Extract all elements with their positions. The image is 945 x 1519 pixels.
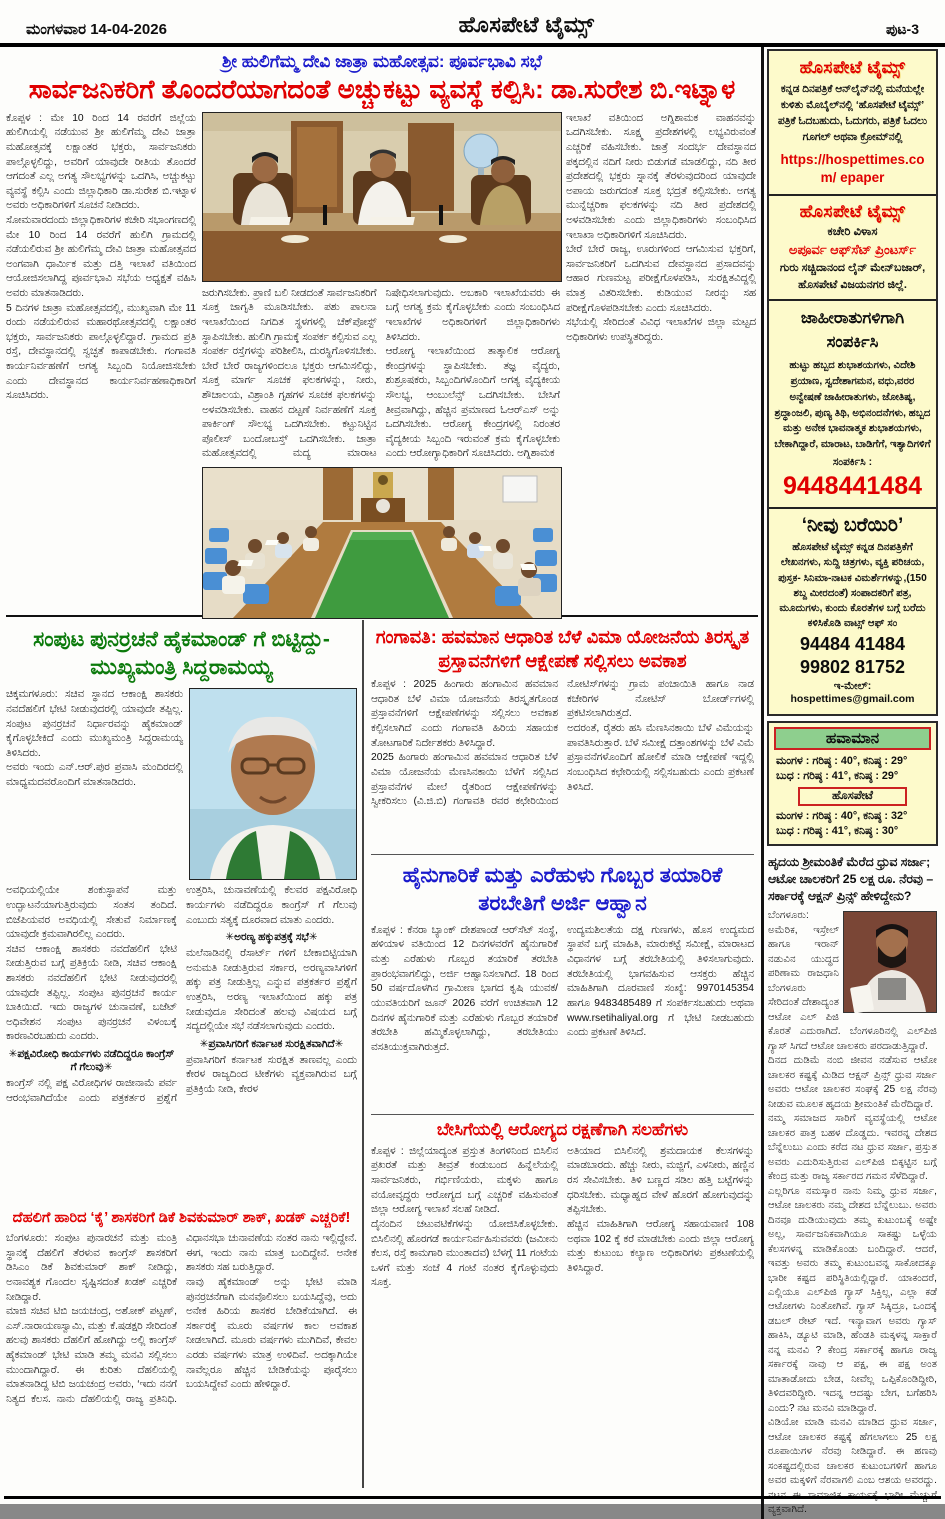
cm-intro-row (6, 688, 357, 880)
cm-subhead-3: ✳ಪ್ರವಾಸಿಗರಿಗೆ ಕರ್ನಾಟಕ ಸುರಕ್ಷಿತವಾಗಿದೆ✳ (199, 1038, 344, 1050)
ads-phone-number: 9448441484 (782, 472, 923, 500)
office-address: ಗುರು ಸಚ್ಚಿದಾನಂದ ಲೈನ್ ಮೇನ್‌ಬಜಾರ್, ಹೊಸಪೇಟೆ ವಿಜಯನಗರ ಜಿಲ್ಲೆ. (779, 262, 926, 291)
sidebar-masthead-1: ಹೊಸಪೇಟೆ ಟೈಮ್ಸ್ (799, 58, 906, 77)
weather-row: ಮಂಗಳ : ಗರಿಷ್ಠ : 40°, ಕನಿಷ್ಠ : 32° (776, 809, 908, 822)
sidebar-divider (769, 507, 936, 509)
write-to-us-body: ಹೊಸಪೇಟೆ ಟೈಮ್ಸ್ ಕನ್ನಡ ದಿನಪತ್ರಿಕೆಗೆ ಲೇಖನಗಳು, ಸುದ್ದಿ ಚಿತ್ರಗಳು, ವ್ಯಕ್ತಿ ಪರಿಚಯ, ಪುಸ್ತಕ- ಸಿನಿಮಾ-ನಾಟಕ ವಿಮರ್ಶೆಗಳನ್ನು,(150 ಶಬ್ದ ಮೀರದಂತೆ) ಸಂಪಾದಕರಿಗೆ ಪತ್ರ, ಮೂದುಗಳು, ಕುಂದು ಕೊರತೆಗಳ ಬಗ್ಗೆ ಬರೆದು ಕಳಿಸಿಕೊಡಿ ವಾಟ್ಸ್ ಆಫ್ ಸಂ (778, 542, 927, 630)
article-divider (371, 1114, 754, 1115)
siddaramaiah-photo (189, 688, 357, 880)
cm-subhead-1: ✳ಪಕ್ಷವಿರೋಧಿ ಕಾರ್ಯಗಳು ನಡೆದಿದ್ದರೂ ಕಾಂಗ್ರೆಸ್ ಗೆ ಗೆಲುವು✳ (8, 1049, 175, 1074)
write-to-us-title: ‘ನೀವು ಬರೆಯಿರಿ’ (801, 515, 904, 536)
dk-body-columns (6, 1232, 357, 1494)
middle-articles (362, 620, 754, 1488)
state-emblem-icon (373, 472, 393, 498)
lead-headline: ಸಾರ್ವಜನಿಕರಿಗೆ ತೊಂದರೆಯಾಗದಂತೆ ಅಚ್ಚುಕಟ್ಟು ವ್ಯವಸ್ಥೆ ಕಲ್ಪಿಸಿ: ಡಾ.ಸುರೇಶ ಬಿ.ಇಟ್ನಾಳ (28, 74, 736, 104)
lead-middle-column (202, 112, 560, 610)
cm-headline: ಸಂಪುಟ ಪುನರ್ರಚನೆ ಹೈಕಮಾಂಡ್ ಗೆ ಬಿಟ್ಟಿದ್ದು-ಮುಖ್ಯಮಂತ್ರಿ ಸಿದ್ದರಾಮಯ್ಯ (33, 627, 330, 680)
dairy-body-columns (371, 924, 754, 1110)
meeting-officials-photo (202, 112, 562, 282)
lead-body (6, 112, 758, 610)
article-divider (371, 854, 754, 855)
page-content (0, 47, 945, 1519)
ads-contact-title: ಜಾಹೀರಾತುಗಳಿಗಾಗಿ ಸಂಪರ್ಕಿಸಿ (800, 309, 905, 352)
whatsapp-number-2: 99802 81752 (799, 656, 906, 677)
page-header (0, 0, 945, 47)
email-address: ಇ-ಮೇಲ್: hospettimes@gmail.com (790, 679, 915, 705)
dhruva-sarja-body: ಬೆಂಗಳೂರು: ಅಮೆರಿಕ, ಇಸ್ರೇಲ್ ಹಾಗೂ ಇರಾನ್ ನಡುವಿನ ಯುದ್ಧದ ಪರಿಣಾಮ ರಾಜಧಾನಿ ಬೆಂಗಳೂರು ಸೇರಿದಂತೆ ದೇಶಾದ್ಯಂತ ಆಟೋ ಎಲ್ ಪಿಜಿ ಕೊರತೆ ಎದುರಾಗಿದೆ. ಬೆಂಗಳೂರಿನಲ್ಲಿ ಎಲ್‌ಪಿಜಿ ಗ್ಯಾಸ್ ಸಿಗದೆ ಆಟೋ ಚಾಲಕರು ಪರದಾಡುತ್ತಿದ್ದಾರೆ. ದಿನದ ದುಡಿಮೆ ನಂಬಿ ಜೀವನ ನಡೆಸುವ ಆಟೋ ಚಾಲಕರ ಕಷ್ಟಕ್ಕೆ ಮಿಡಿದ ಆಕ್ಷನ್ ಪ್ರಿನ್ಸ್ ಧ್ರುವ ಸರ್ಜಾ ಅವರು ಆಟೋ ಚಾಲಕರ ಸಂಘಕ್ಕೆ 25 ಲಕ್ಷ ನೆರವು ನೀಡುವ ಮೂಲಕ ಹೃದಯ ಶ್ರೀಮಂತಿಕೆ ಮೆರೆದಿದ್ದಾರೆ. ನಮ್ಮ ಸಮಾಜದ ಸಾರಿಗೆ ವ್ಯವಸ್ಥೆಯಲ್ಲಿ ಆಟೋ ಚಾಲಕರ ಪಾತ್ರ ಬಹಳ ದೊಡ್ಡದು. ಇವರನ್ನ ದೇಶದ ಬೆನ್ನೆಲುಬು ಎಂದು ಕರೆದ ನಟ ಧ್ರುವ ಸರ್ಜಾ, ಪ್ರಸ್ತುತ ಅವರು ಎದುರಿಸುತ್ತಿರುವ ಎಲ್‌ಪಿಜಿ ಬಿಕ್ಕಟ್ಟಿನ ಬಗ್ಗೆ ಕೇಂದ್ರ ಮತ್ತು ರಾಜ್ಯ ಸರ್ಕಾರದ ಗಮನ ಸೆಳೆದಿದ್ದಾರೆ. ಎಲ್ಲರಿಗೂ ನಮಸ್ಕಾರ ನಾನು ನಿಮ್ಮ ಧ್ರುವ ಸರ್ಜಾ, ಆಟೋ ಚಾಲಕರು ನಮ್ಮ ದೇಶದ ಬೆನ್ನೆಲುಬು. ಅವರು ದಿನವೂ ದುಡಿಯುವುದು ತಮ್ಮ ಕುಟುಂಬಕ್ಕೆ ಅಷ್ಟೇ ಅಲ್ಲ, ಸಾರ್ವಜನಿಕವಾಗಿಯೂ ಸಾಕಷ್ಟು ಒಳ್ಳೆಯ ಕೆಲಸಗಳನ್ನ ಮಾಡಿಕೊಂಡು ಬಂದಿದ್ದಾರೆ. ಆದರೆ, ಇವತ್ತು ಅವರು ತಮ್ಮ ಕುಟುಂಬವನ್ನ ಸಾಕೋದಕ್ಕೂ ಭಾರೀ ಕಷ್ಟದ ಪರಿಸ್ಥಿತಿಯಲ್ಲಿದ್ದಾರೆ. ಯಾಕಂದರೆ, ಎಲ್ಲಿಯೂ ಎಲ್‌ಪಿಜಿ ಗ್ಯಾಸ್ ಸಿಕ್ತಿಲ್ಲ, ಎಲ್ಲಾ ಕಡೆ ಆಟೋಗಳು ನಿಂತೋಗಿವೆ. ಗ್ಯಾಸ್ ಸಿಕ್ಕಿದ್ರೂ, ಒಂದಕ್ಕೆ ಡಬಲ್ ರೇಟ್ ಇದೆ. ಇನ್ಯಾವಾಗ ಅವರು ಗ್ಯಾಸ್ ಹಾಕಿಸಿ, ಡ್ಯೂಟಿ ಮಾಡಿ, ಹೆಂಡತಿ ಮಕ್ಕಳನ್ನ ಸಾಕ್ತಾರೆ ನನ್ನ ಮನವಿ ? ಕೇಂದ್ರ ಸರ್ಕಾರಕ್ಕೆ ಹಾಗೂ ರಾಜ್ಯ ಸರ್ಕಾರಕ್ಕೆ ನಾವು ಆ ಪಕ್ಷ, ಈ ಪಕ್ಷ ಅಂತ ಮಾತಾಡೋದು ಬೇಡ, ನೀವೆಲ್ಲ ಒಪ್ಪಿಕೊಂಡಿದ್ದೀರಿ, ತಿಳಿದವರಿದ್ದೀರಿ. ಇದನ್ನ ಆದಷ್ಟು ಬೇಗ, ಬಗೆಹರಿಸಿ ಎಂದು? ನಟ ಮನವಿ ಮಾಡಿದ್ದಾರೆ. ವಿಡಿಯೋ ಮಾಡಿ ಮನವಿ ಮಾಡಿದ ಧ್ರುವ ಸರ್ಜಾ, ಆಟೋ ಚಾಲಕರ ಕಷ್ಟಕ್ಕೆ ಹೆಗಲಾಗಲು 25 ಲಕ್ಷ ರೂಪಾಯಿಗಳ ನೆರವು ನೀಡಿದ್ದಾರೆ. ಈ ಹಣವು ಸಂಕಷ್ಟದಲ್ಲಿರುವ ಚಾಲಕರ ಕುಟುಂಬಗಳಿಗೆ ಹಾಗೂ ಅವರ ಮಕ್ಕಳಿಗೆ ನೆರವಾಗಲಿ ಎಂಬ ಆಶಯ ಅವರದ್ದು. ನಟನ ಈ ಸಾಮಾಜಿಕ ಕಾರ್ಯಕ್ಕೆ ಭಾರೀ ಮೆಚ್ಚುಗೆ ವ್ಯಕ್ತವಾಗಿದೆ. (768, 910, 937, 1516)
cm-body-4: ಪ್ರವಾಸಿಗರಿಗೆ ಕರ್ನಾಟಕ ಸುರಕ್ಷಿತ ತಾಣವಲ್ಲ ಎಂದು ಕೇರಳ ರಾಜ್ಯದಿಂದ ಟೀಕೆಗಳು ವ್ಯಕ್ತವಾಗಿರುವ ಬಗ್ಗೆ ಪ್ರತಿಕ್ರಿಯೆ ನೀಡಿ, ಕೇರಳ (186, 1054, 357, 1096)
main-column (0, 47, 761, 1488)
weather-title: ಹವಾಮಾನ (774, 727, 931, 750)
epaper-url: https://hospettimes.com/ epaper (780, 151, 925, 186)
lower-section (6, 620, 758, 1488)
lead-middle-text (202, 287, 560, 462)
weather-box (767, 721, 938, 846)
sidebar-divider (769, 299, 936, 301)
dk-body-text: ಬೆಂಗಳೂರು: ಸಂಪುಟ ಪುನಾರಚನೆ ಮತ್ತು ಮಂತ್ರಿ ಸ್ಥಾನಕ್ಕೆ ದೆಹಲಿಗೆ ತೆರಳುವ ಕಾಂಗ್ರೆಸ್ ಶಾಸಕರಿಗೆ ಡಿಸಿಎಂ ಡಿಕೆ ಶಿವಕುಮಾರ್ ಶಾಕ್ ನೀಡಿದ್ದು, ಅನಾವಶ್ಯಕ ಗೊಂದಲ ಸೃಷ್ಟಿಸದಂತೆ ಖಡಕ್ ಎಚ್ಚರಿಕೆ ನೀಡಿದ್ದಾರೆ. ಮಾಜಿ ಸಚಿವ ಟಿಬಿ ಜಯಚಂದ್ರ, ಅಶೋಕ್ ಪಟ್ಟಣ್, ಎಸ್.ನಾರಾಯಣಸ್ವಾಮಿ, ಮತ್ತು ಕೆ.ಷಡಕ್ಷರಿ ಸೇರಿದಂತೆ ಹಲವು ಶಾಸಕರು ದೆಹಲಿಗೆ ಹೋಗಿದ್ದು ಅಲ್ಲಿ ಕಾಂಗ್ರೆಸ್ ಹೈಕಮಾಂಡ್ ಭೇಟಿ ಮಾಡಿ ತಮ್ಮ ಮನವಿ ಸಲ್ಲಿಸಲು ಮುಂದಾಗಿದ್ದಾರೆ. ಈ ಕುರಿತು ದೆಹಲಿಯಲ್ಲಿ ಮಾತನಾಡಿದ್ದ ಟಿಬಿ ಜಯಚಂದ್ರ ಅವರು, ‘ಇದು ನನಗೆ ನಿತ್ಯದ ಕೆಲಸ. ನಾನು ದೆಹಲಿಯಲ್ಲಿ ರಾಜ್ಯ ಪ್ರತಿನಿಧಿ. ವಿಧಾನಸಭಾ ಚುನಾವಣೆಯ ನಂತರ ನಾನು ಇಲ್ಲಿದ್ದೇನೆ. ಈಗ, ಇಂದು ನಾನು ಮಾತ್ರ ಬಂದಿದ್ದೇನೆ. ಅನೇಕ ಶಾಸಕರು ಸಹ ಬರುತ್ತಿದ್ದಾರೆ. ನಾವು ಹೈಕಮಾಂಡ್ ಅನ್ನು ಭೇಟಿ ಮಾಡಿ ಪುನರ್ರಚನೆಗಾಗಿ ಮನವೊಲಿಸಲು ಬಯಸಿದ್ದೆವು, ಅದು ಅನೇಕ ಹಿರಿಯ ಶಾಸಕರ ಬೇಡಿಕೆಯಾಗಿದೆ. ಈ ಸರ್ಕಾರಕ್ಕೆ ಮೂರು ವರ್ಷಗಳ ಕಾಲ ಅವಕಾಶ ನೀಡಲಾಗಿದೆ. ಮೂರು ವರ್ಷಗಳು ಮುಗಿದಿವೆ, ಕೇವಲ ಎರಡು ವರ್ಷಗಳು ಮಾತ್ರ ಉಳಿದಿವೆ. ಅದಕ್ಕಾಗಿಯೇ ನಾವೆಲ್ಲರೂ ಹೆಚ್ಚಿನ ಬೇಡಿಕೆಯನ್ನು ಪೂರೈಸಲು ಬಯಸಿದ್ದೇವೆ ಎಂದು ಹೇಳಿದ್ದಾರೆ. (6, 1233, 357, 1405)
edition-date: ಮಂಗಳವಾರ 14-04-2026 (26, 21, 167, 38)
cm-body-2: ಕಾಂಗ್ರೆಸ್ ನಲ್ಲಿ ಪಕ್ಷ ವಿರೋಧಿಗಳ ರಾಜೀನಾಮೆ ಪರ್ವ ಆರಂಭವಾಗಿದೆಯೇ ಎಂದು ಪತ್ರಕರ್ತರ ಪ್ರಶ್ನೆಗೆ ಉತ್ತರಿಸಿ, ಚುನಾವಣೆಯಲ್ಲಿ ಕೆಲವರ ಪಕ್ಷವಿರೋಧಿ ಕಾರ್ಯಗಳು ನಡೆದಿದ್ದರೂ ಕಾಂಗ್ರೆಸ್ ಗೆ ಗೆಲುವು ಎಂಬುದು ಸತ್ಯಕ್ಕೆ ದೂರವಾದ ಮಾತು ಎಂದರು. (6, 885, 357, 1104)
sidebar-masthead-2: ಹೊಸಪೇಟೆ ಟೈಮ್ಸ್ (799, 202, 906, 222)
dk-shivakumar-headline: ದೆಹಲಿಗೆ ಹಾರಿದ ‘ಕೈ’ ಶಾಸಕರಿಗೆ ಡಿಕೆ ಶಿವಕುಮಾರ್ ಶಾಕ್, ಖಡಕ್ ಎಚ್ಚರಿಕೆ! (12, 1210, 351, 1227)
cm-subhead-2: ✳ಅರಣ್ಯ ಹಕ್ಕುಪತ್ರಕ್ಕೆ ಸಭೆ✳ (225, 932, 318, 944)
cm-article (6, 620, 362, 1488)
summer-headline: ಬೇಸಿಗೆಯಲ್ಲಿ ಆರೋಗ್ಯದ ರಕ್ಷಣೆಗಾಗಿ ಸಲಹೆಗಳು (436, 1119, 689, 1139)
masthead-title: ಹೊಸಪೇಟೆ ಟೈಮ್ಸ್ (458, 12, 595, 37)
office-address-label: ಕಚೇರಿ ವಿಳಾಸ (827, 226, 878, 239)
lead-text-3: ಇಲಾಖೆ ವತಿಯಿಂದ ಅಗ್ನಿಶಾಮಕ ವಾಹನವನ್ನು ಒದಗಿಸಬೇಕು. ಸೂಕ್ಷ್ಮ ಪ್ರದೇಶಗಳಲ್ಲಿ ಲಭ್ಯವಿರುವಂತೆ ಎಚ್ಚರಿಕೆ ವಹಿಸಬೇಕು. ಜಾತ್ರೆ ಸಂದರ್ಭ ದೇವಸ್ಥಾನದ ಪಕ್ಕದಲ್ಲಿನ ನದಿಗೆ ನೀರು ಬಿಡುಗಡೆ ಮಾಡಲಿದ್ದು, ನದಿ ತೀರ ಪ್ರದೇಶದಲ್ಲಿ ಭಕ್ತರು ಸ್ನಾನಕ್ಕೆ ತೆರಳುವುದರಿಂದ ಯಾವುದೇ ಅಪಾಯ ಜರುಗದಂತೆ ಸೂಕ್ತ ಭದ್ರತೆ ಕಲ್ಪಿಸಬೇಕು. ಅಗತ್ಯ ಮುನ್ನೆಚ್ಚರಿಕಾ ಫಲಕಗಳನ್ನು ನದಿ ತೀರ ಪ್ರದೇಶದಲ್ಲಿ ಅಳವಡಿಸಬೇಕು ಎಂದು ಜಿಲ್ಲಾಧಿಕಾರಿಗಳು ಸಂಬಂಧಿಸಿದ ಇಲಾಖಾ ಅಧಿಕಾರಿಗಳಿಗೆ ಸೂಚಿಸಿದರು. ಬೇರೆ ಬೇರೆ ರಾಜ್ಯ, ಊರುಗಳಿಂದ ಆಗಮಿಸುವ ಭಕ್ತರಿಗೆ, ಸಾರ್ವಜನಿಕರಿಗೆ ಒದಗಿಸುವ ದೇವಸ್ಥಾನದ ಪ್ರಸಾದವನ್ನು ಆಹಾರ ಗುಣಮಟ್ಟ ಪರೀಕ್ಷೆಗೊಳಪಡಿಸಿ, ಸುರಕ್ಷಿತವಿದ್ದಲ್ಲಿ ಮಾತ್ರ ವಿತರಿಸಬೇಕು. ಕುಡಿಯುವ ನೀರನ್ನು ಸಹ ಪರೀಕ್ಷೆಗೊಳಪಡಿಸಬೇಕು ಎಂದು ಸೂಚಿಸಿದರು. ಸಭೆಯಲ್ಲಿ ಸೇರಿದಂತೆ ವಿವಿಧ ಇಲಾಖೆಗಳ ಜಿಲ್ಲಾ ಮಟ್ಟದ ಅಧಿಕಾರಿಗಳು ಉಪಸ್ಥಿತರಿದ್ದರು. (566, 112, 756, 343)
cm-body-1: ಅವಧಿಯಲ್ಲಿಯೇ ಶಂಕುಸ್ಥಾಪನೆ ಮತ್ತು ಉದ್ಘಾಟನೆಯಾಗುತ್ತಿರುವುದು ಸಂತಸ ತಂದಿದೆ. ಬಿಜೆಪಿಯವರ ಅವಧಿಯಲ್ಲಿ ಸೇತುವೆ ನಿರ್ಮಾಣಕ್ಕೆ ಯಾವುದೇ ಕ್ರಮವಾಗಿರಲಿಲ್ಲ ಎಂದರು. ಸಚಿವ ಆಕಾಂಕ್ಷಿ ಶಾಸಕರು ನವದೆಹಲಿಗೆ ಭೇಟಿ ನೀಡುತ್ತಿರುವ ಬಗ್ಗೆ ಪ್ರತಿಕ್ರಿಯೆ ನೀಡಿ, ಸಚಿವ ಆಕಾಂಕ್ಷಿ ಶಾಸಕರು ನವದೆಹಲಿಗೆ ಭೇಟಿ ನೀಡುವುದರಲ್ಲಿ ಯಾವುದೇ ತಪ್ಪಿಲ್ಲ. ಸಂಪುಟ ಪುನರ್ರಚನೆ ಕಾರ್ಯ ಬಾಕಿಯಿದೆ. ಇದು ರಾಜ್ಯಗಳ ಚುನಾವಣೆ, ಬಜೆಟ್ ಅಧಿವೇಶನ ಸಂಪುಟ ಪುನರ್ರಚನೆ ವಿಳಂಬಕ್ಕೆ ಕಾರಣವಿರಬಹುದು ಎಂದರು. (6, 885, 177, 1043)
weather-row: ಬುಧ : ಗರಿಷ್ಠ : 41°, ಕನಿಷ್ಠ : 29° (776, 769, 899, 782)
cm-intro-text-wrap (6, 688, 183, 880)
gangavati-body-columns (371, 678, 754, 850)
meeting-hall-photo (202, 467, 562, 619)
weather-row: ಮಂಗಳ : ಗರಿಷ್ಠ : 40°, ಕನಿಷ್ಠ : 29° (776, 754, 908, 767)
whatsapp-number-1: 94484 41484 (799, 633, 906, 654)
printer-name: ಅಪೂರ್ವ ಆಫ್‌ಸೆಟ್ ಪ್ರಿಂಟರ್ಸ್ (788, 242, 917, 258)
gangavati-headline: ಗಂಗಾವತಿ: ಹವಮಾನ ಆಧಾರಿತ ಬೆಳೆ ವಿಮಾ ಯೋಜನೆಯ ತಿರಸ್ಕೃತ ಪ್ರಸ್ತಾವನೆಗಳಿಗೆ ಆಕ್ಷೇಪಣೆ ಸಲ್ಲಿಸಲು ಅವಕಾಶ (375, 626, 750, 671)
lead-text-2: ಜರುಗಿಸಬೇಕು. ಪ್ರಾಣಿ ಬಲಿ ನೀಡದಂತೆ ಸಾರ್ವಜನಿಕರಿಗೆ ಸೂಕ್ತ ಜಾಗೃತಿ ಮೂಡಿಸಬೇಕು. ಪಶು ಪಾಲನಾ ಇಲಾಖೆಯಿಂದ ನಿಗದಿತ ಸ್ಥಳಗಳಲ್ಲಿ ಚೆಕ್‌ಪೋಸ್ಟ್ ಸ್ಥಾಪಿಸಬೇಕು. ಹುಲಿಗಿ ಗ್ರಾಮಕ್ಕೆ ಸಂಪರ್ಕ ಕಲ್ಪಿಸುವ ಎಲ್ಲ ಸಂಪರ್ಕ ರಸ್ತೆಗಳನ್ನು ಪರಿಶೀಲಿಸಿ, ದುರಸ್ಥಿಗೊಳಿಸಬೇಕು. ಬೇರೆ ಬೇರೆ ರಾಜ್ಯಗಳಿಂದಲೂ ಭಕ್ತರು ಆಗಮಿಸಲಿದ್ದು, ಸೂಕ್ತ ಮಾರ್ಗ ಸೂಚಕ ಫಲಕಗಳನ್ನು, ನೀರು, ಶೌಚಾಲಯ, ವಿಶ್ರಾಂತಿ ಗೃಹಗಳ ಸೂಚಕ ಫಲಕಗಳನ್ನು ಅಳವಡಿಸಬೇಕು. ವಾಹನ ದಟ್ಟಣೆ ನಿರ್ವಹಣೆಗೆ ಸೂಕ್ತ ಪಾರ್ಕಿಂಗ್ ಸೌಲಭ್ಯ ಒದಗಿಸಬೇಕು. ಕಟ್ಟುನಿಟ್ಟಿನ ಪೊಲೀಸ್ ಬಂದೋಬಸ್ತ್ ಒದಗಿಸಬೇಕು. ಜಾತ್ರಾ ಮಹೋತ್ಸವದಲ್ಲಿ ಮದ್ಯ ಮಾರಾಟ ನಿಷೇಧಿಸಲಾಗುವುದು. ಅಬಕಾರಿ ಇಲಾಖೆಯವರು ಈ ಬಗ್ಗೆ ಅಗತ್ಯ ಕ್ರಮ ಕೈಗೊಳ್ಳಬೇಕು ಎಂದು ಸಂಬಂಧಿಸಿದ ಇಲಾಖೆಗಳ ಅಧಿಕಾರಿಗಳಿಗೆ ಜಿಲ್ಲಾಧಿಕಾರಿಗಳು ತಿಳಿಸಿದರು. ಆರೋಗ್ಯ ಇಲಾಖೆಯಿಂದ ತಾತ್ಕಾಲಿಕ ಆರೋಗ್ಯ ಕೇಂದ್ರಗಳನ್ನು ಸ್ಥಾಪಿಸಬೇಕು. ತಜ್ಞ ವೈದ್ಯರು, ಶುಶ್ರೂಷಕರು, ಸಿಬ್ಬಂದಿಗಳೊಂದಿಗೆ ಅಗತ್ಯ ವೈದ್ಯಕೀಯ ಸೌಲಭ್ಯ, ಆಂಬುಲೆನ್ಸ್ ಒದಗಿಸಬೇಕು. ಬೇಸಿಗೆ ತೀವ್ರವಾಗಿದ್ದು, ಹೆಚ್ಚಿನ ಪ್ರಮಾಣದ ಓಆರ್‌ಎಸ್ ಅನ್ನು ಒದಗಿಸಬೇಕು. ಆರೋಗ್ಯ ಕೇಂದ್ರಗಳಲ್ಲಿ ನಿರಂತರ ವೈದ್ಯಕೀಯ ಸಿಬ್ಬಂದಿ ಇರುವಂತೆ ಕ್ರಮ ಕೈಗೊಳ್ಳಬೇಕು ಎಂದು ಆರೋಗ್ಯಾಧಿಕಾರಿಗೆ ಸೂಚಿಸಿದರು. ಅಗ್ನಿಶಾಮಕ (202, 287, 560, 460)
dhruva-sarja-article (767, 851, 938, 1519)
lead-column-1 (6, 112, 196, 610)
page-number: ಪುಟ-3 (886, 21, 919, 37)
cm-intro-text: ಚಿಕ್ಕಮಗಳೂರು: ಸಚಿವ ಸ್ಥಾನದ ಆಕಾಂಕ್ಷಿ ಶಾಸಕರು ನವದೆಹಲಿಗೆ ಭೇಟಿ ನೀಡುವುದರಲ್ಲಿ ಯಾವುದೇ ತಪ್ಪಿಲ್ಲ. ಸಂಪುಟ ಪುನರ್ರಚನೆ ನಿರ್ಧಾರವನ್ನು ಹೈಕಮಾಂಡ್ ಕೈಗೊಳ್ಳಬೇಕಿದೆ ಎಂದು ಮುಖ್ಯಮಂತ್ರಿ ಸಿದ್ದರಾಮಯ್ಯ ತಿಳಿಸಿದರು. ಅವರು ಇಂದು ಎನ್.ಆರ್.ಪುರ ಪ್ರವಾಸಿ ಮಂದಿರದಲ್ಲಿ ಮಾಧ್ಯಮದವರೊಂದಿಗೆ ಮಾತನಾಡಿದರು. (6, 689, 183, 789)
sidebar-divider (769, 194, 936, 196)
lead-kicker: ಶ್ರೀ ಹುಲಿಗೆಮ್ಮ ದೇವಿ ಜಾತ್ರಾ ಮಹೋತ್ಸವ: ಪೂರ್ವಭಾವಿ ಸಭೆ (222, 52, 542, 71)
epaper-promo-text: ಕನ್ನಡ ದಿನಪತ್ರಿಕೆ ಆನ್‌ಲೈನ್‌ನಲ್ಲಿ ಮನೆಯಲ್ಲೇ ಕುಳಿತು ಮೊಬೈಲ್‌ನಲ್ಲಿ ‘ಹೊಸಪೇಟೆ ಟೈಮ್ಸ್’ ಪತ್ರಿಕೆ ಓದಬಹುದು, ಓದುಗರು, ಪತ್ರಿಕೆ ಓದಲು ಗೂಗಲ್ ಅಥವಾ ಕ್ರೋಮ್‌ನಲ್ಲಿ (777, 84, 928, 144)
ads-contact-body: ಹುಟ್ಟು ಹಬ್ಬದ ಶುಭಾಶಯಗಳು, ವಿದೇಶಿ ಪ್ರಯಾಣ, ಸ್ವದೇಶಾಗಮನ, ವಧು,ವರರ ಅನ್ವೇಷಣೆ ಜಾಹೀರಾತುಗಳು, ಜೋತಿಷ್ಯ, ಶ್ರದ್ಧಾಂಜಲಿ, ಪುಣ್ಯ ತಿಥಿ, ಅಭಿನಂದನೆಗಳು, ಹಬ್ಬದ ಮತ್ತು ಅನೇಕ ಭಾವನಾತ್ಮಕ ಶುಭಾಶಯಗಳು, ಬೇಕಾಗಿದ್ದಾರೆ, ಮಾರಾಟ, ಬಾಡಿಗೆಗೆ, ಇತ್ಯಾದಿಗಳಿಗೆ (774, 360, 931, 451)
gangavati-body-text: ಕೊಪ್ಪಳ : 2025 ಹಿಂಗಾರು ಹಂಗಾಮಿನ ಹವಮಾನ ಆಧಾರಿತ ಬೆಳೆ ವಿಮಾ ಯೋಜನೆಯ ತಿರಸ್ಕೃತಗೊಂಡ ಪ್ರಸ್ತಾವನೆಗಳಿಗೆ ಆಕ್ಷೇಪಣೆಗಳನ್ನು ಸಲ್ಲಿಸಲು ಅವಕಾಶ ಕಲ್ಪಿಸಲಾಗಿದೆ ಎಂದು ಗಂಗಾವತಿ ಹಿರಿಯ ಸಹಾಯಕ ತೋಟಗಾರಿಕೆ ನಿರ್ದೇಶಕರು ತಿಳಿಸಿದ್ದಾರೆ. 2025 ಹಿಂಗಾರು ಹಂಗಾಮಿನ ಹವಮಾನ ಆಧಾರಿತ ಬೆಳೆ ವಿಮಾ ಯೋಜನೆಯ ಮೆಣಸಿನಕಾಯಿ ಬೆಳೆಗೆ ಸಲ್ಲಿಸಿದ ಪ್ರಸ್ತಾವನೆಗಳ ಮೇಲೆ ರೈತರಿಂದ ಆಕ್ಷೇಪಣೆಗಳನ್ನು ಸ್ವೀಕರಿಸಲು (ವಿ.ಜಿ.ಬಿ) ಗಂಗಾವತಿ ರವರ ಕಛೇರಿಯಿಂದ ನೋಟಿಸ್‌ಗಳನ್ನು ಗ್ರಾಮ ಪಂಚಾಯಿತಿ ಹಾಗೂ ನಾಡ ಕಚೇರಿಗಳ ನೋಟಿಸ್ ಬೋರ್ಡ್‌ಗಳಲ್ಲಿ ಪ್ರಕಟಿಸಲಾಗಿರುತ್ತದೆ. ಅದರಂತೆ, ರೈತರು ಹಸಿ ಮೆಣಸಿನಕಾಯಿ ಬೆಳೆ ವಿಮೆಯನ್ನು ಪಾವತಿಸಿರುತ್ತಾರೆ. ಬೆಳೆ ಸಮೀಕ್ಷೆ ದತ್ತಾಂಶಗಳನ್ನು ಬೆಳೆ ವಿಮೆ ಪ್ರಸ್ತಾವನೆಗಳೊಂದಿಗೆ ಹೋಲಿಕೆ ಮಾಡಿ ಆಕ್ಷೇಪಣೆ ಇದ್ದಲ್ಲಿ ಸಂಬಂಧಿಸಿದ ಕಛೇರಿಯಲ್ಲಿ ಸಲ್ಲಿಸಬಹುದು ಎಂದು ಪ್ರಕಟಣೆ ತಿಳಿಸಿದೆ. (371, 679, 754, 808)
dairy-headline: ಹೈನುಗಾರಿಕೆ ಮತ್ತು ಎರೆಹುಳು ಗೊಬ್ಬರ ತಯಾರಿಕೆ ತರಬೇತಿಗೆ ಅರ್ಜಿ ಆಹ್ವಾನ (402, 864, 723, 915)
lead-column-4 (566, 112, 756, 610)
lead-text-1: ಕೊಪ್ಪಳ : ಮೇ 10 ರಿಂದ 14 ರವರೆಗೆ ಜಿಲ್ಲೆಯ ಹುಲಿಗಿಯಲ್ಲಿ ನಡೆಯುವ ಶ್ರೀ ಹುಲಿಗೆಮ್ಮ ದೇವಿ ಜಾತ್ರಾ ಮಹೋತ್ಸವಕ್ಕೆ ಲಕ್ಷಾಂತರ ಭಕ್ತರು, ಸಾರ್ವಜನಿಕರು ಪಾಲ್ಗೊಳ್ಳಲಿದ್ದು, ಅವರಿಗೆ ಯಾವುದೇ ರೀತಿಯ ತೊಂದರೆ ಆಗದಂತೆ ಎಲ್ಲ ಅಗತ್ಯ ಸೌಲಭ್ಯಗಳನ್ನು ಒದಗಿಸಿ, ಅಚ್ಚುಕಟ್ಟು ವ್ಯವಸ್ಥೆ ಕಲ್ಪಿಸಿ ಎಂದು ಜಿಲ್ಲಾಧಿಕಾರಿ ಡಾ.ಸುರೇಶ ಬಿ.ಇಟ್ನಾಳ ಅವರು ಅಧಿಕಾರಿಗಳಿಗೆ ಸೂಚನೆ ನೀಡಿದರು. ಸೋಮವಾರದಂದು ಜಿಲ್ಲಾಧಿಕಾರಿಗಳ ಕಚೇರಿ ಸಭಾಂಗಣದಲ್ಲಿ ಮೇ 10 ರಿಂದ 14 ರವರೆಗೆ ಹುಲಿಗಿ ಗ್ರಾಮದಲ್ಲಿ ನಡೆಯಲಿರುವ ಶ್ರೀ ಹುಲಿಗೆಮ್ಮ ದೇವಿ ಜಾತ್ರಾ ಮಹೋತ್ಸವದ ಅಂಗವಾಗಿ ಧಾರ್ಮಿಕ ಮತ್ತು ದತ್ತಿ ಇಲಾಖೆ ವತಿಯಿಂದ ಆಯೋಜಿಸಲಾಗಿದ್ದ ಪೂರ್ವಭಾವಿ ಸಭೆಯ ಅಧ್ಯಕ್ಷತೆ ವಹಿಸಿ ಅವರು ಮಾತನಾಡಿದರು. 5 ದಿನಗಳ ಜಾತ್ರಾ ಮಹೋತ್ಸವದಲ್ಲಿ, ಮುಖ್ಯವಾಗಿ ಮೇ 11 ರಂದು ನಡೆಯಲಿರುವ ಮಹಾರಥೋತ್ಸವದಲ್ಲಿ ಲಕ್ಷಾಂತರ ಭಕ್ತರು, ಸಾರ್ವಜನಿಕರು ಪಾಲ್ಗೊಳ್ಳಲಿದ್ದಾರೆ. ಗ್ರಾಮದ ಪ್ರತಿ ರಸ್ತೆ, ದೇವಸ್ಥಾನದಲ್ಲಿ ಸ್ವಚ್ಛತೆ ಕಾಪಾಡಬೇಕು. ಗಂಗಾವತಿ ಕಾರ್ಯನಿರ್ವಹಣೆಗೆ ಅಗತ್ಯ ಸಿಬ್ಬಂದಿ ನಿಯೋಜಿಸಬೇಕು ಎಂದು ದೇವಸ್ಥಾನದ ಕಾರ್ಯನಿರ್ವಹಣಾಧಿಕಾರಿಗೆ ಸೂಚಿಸಿದರು. (6, 112, 196, 402)
contact-label: ಸಂಪರ್ಕಿಸಿ : (832, 456, 873, 468)
bottom-rule (4, 1496, 941, 1499)
dhruva-sarja-photo (843, 911, 937, 1013)
right-sidebar (761, 47, 940, 1519)
summer-body-text: ಕೊಪ್ಪಳ : ಜಿಲ್ಲೆಯಾದ್ಯಂತ ಪ್ರಸ್ತುತ ತಿಂಗಳಿನಿಂದ ಬಿಸಿಲಿನ ಪ್ರಖರತೆ ಮತ್ತು ತೀವ್ರತೆ ಕಂಡುಬಂದ ಹಿನ್ನೆಲೆಯಲ್ಲಿ ಸಾರ್ವಜನಿಕರು, ಗರ್ಭಿಣಿಯರು, ಮಕ್ಕಳು ಹಾಗೂ ವಯೋವೃದ್ಧರು ಆರೋಗ್ಯದ ಬಗ್ಗೆ ಎಚ್ಚರಿಕೆ ವಹಿಸುವಂತೆ ಜಿಲ್ಲಾ ಆರೋಗ್ಯ ಇಲಾಖೆ ಸಲಹೆ ನೀಡಿದೆ. ದೈನಂದಿನ ಚಟುವಟಿಕೆಗಳನ್ನು ಯೋಜಿಸಿಕೊಳ್ಳಬೇಕು. ಬಿಸಿಲಿನಲ್ಲಿ ಹೊರಗಡೆ ಕಾರ್ಯನಿರ್ವಹಿಸುವವರು (ಜಮೀನು ಕೆಲಸ, ರಸ್ತೆ ಕಾಮಗಾರಿ ಮುಂತಾದವ) ಬೆಳಗ್ಗೆ 11 ಗಂಟೆಯ ಒಳಗೆ ಮತ್ತು ಸಂಜೆ 4 ಗಂಟೆ ನಂತರ ಕೈಗೊಳ್ಳುವುದು ಸೂಕ್ತ. ಅತಿಯಾದ ಬಿಸಿಲಿನಲ್ಲಿ ಶ್ರಮದಾಯಕ ಕೆಲಸಗಳನ್ನು ಮಾಡಬಾರದು. ಹೆಚ್ಚು ನೀರು, ಮಜ್ಜಿಗೆ, ಎಳನೀರು, ಹಣ್ಣಿನ ರಸ ಸೇವಿಸಬೇಕು. ತಿಳಿ ಬಣ್ಣದ ಸಡಿಲ ಹತ್ತಿ ಬಟ್ಟೆಗಳನ್ನು ಧರಿಸಬೇಕು. ಮಧ್ಯಾಹ್ನದ ವೇಳೆ ಹೊರಗೆ ಹೋಗುವುದನ್ನು ತಪ್ಪಿಸಬೇಕು. ಹೆಚ್ಚಿನ ಮಾಹಿತಿಗಾಗಿ ಆರೋಗ್ಯ ಸಹಾಯವಾಣಿ 108 ಅಥವಾ 102 ಕ್ಕೆ ಕರೆ ಮಾಡಬೇಕು ಎಂದು ಜಿಲ್ಲಾ ಆರೋಗ್ಯ ಮತ್ತು ಕುಟುಂಬ ಕಲ್ಯಾಣ ಅಧಿಕಾರಿಗಳು ಪ್ರಕಟಣೆಯಲ್ಲಿ ತಿಳಿಸಿದ್ದಾರೆ. (371, 1145, 754, 1289)
epaper-promo-box (767, 49, 938, 716)
weather-city-hospet: ಹೊಸಪೇಟೆ (798, 787, 907, 806)
cm-body-3: ಮಲೆನಾಡಿನಲ್ಲಿ ರೆಸಾರ್ಟ್ ಗಳಿಗೆ ಬೇಕಾಬಿಟ್ಟಿಯಾಗಿ ಅನುಮತಿ ನೀಡುತ್ತಿರುವ ಸರ್ಕಾರ, ಅರಣ್ಯವಾಸಿಗಳಿಗೆ ಹಕ್ಕು ಪತ್ರ ನೀಡುತ್ತಿಲ್ಲ ಎನ್ನುವ ಪತ್ರಕರ್ತರ ಪ್ರಶ್ನೆಗೆ ಉತ್ತರಿಸಿ, ಅರಣ್ಯ ಇಲಾಖೆಯಿಂದ ಹಕ್ಕು ಪತ್ರ ನೀಡುವುದೂ ಸೇರಿದಂತೆ ಹಲವು ವಿಷಯದ ಬಗ್ಗೆ ಸದ್ಯದಲ್ಲಿಯೇ ಸಭೆ ನಡೆಸಲಾಗುವುದು ಎಂದರು. (186, 948, 357, 1033)
weather-row: ಬುಧ : ಗರಿಷ್ಠ : 41°, ಕನಿಷ್ಠ : 30° (776, 824, 899, 837)
summer-body-columns (371, 1145, 754, 1413)
dairy-body-text: ಕೊಪ್ಪಳ : ಕೆನರಾ ಬ್ಯಾಂಕ್ ದೇಶಪಾಂಡೆ ಆರ್‌ಸೆಟ್ ಸಂಸ್ಥೆ, ಹಳಿಯಾಳ ವತಿಯಿಂದ 12 ದಿನಗಳವರೆಗೆ ಹೈನುಗಾರಿಕೆ ಮತ್ತು ಎರೆಹುಳು ಗೊಬ್ಬರ ತಯಾರಿಕೆ ತರಬೇತಿ ಪ್ರಾರಂಭವಾಗಲಿದ್ದು, ಅರ್ಜಿ ಆಹ್ವಾನಿಸಲಾಗಿದೆ. 18 ರಿಂದ 50 ವರ್ಷದೊಳಗಿನ ಗ್ರಾಮೀಣ ಭಾಗದ ಕೃಷಿ ಯುವಕ/ಯುವತಿಯರಿಗೆ ಜೂನ್ 2026 ವರೆಗೆ ಉಚಿತವಾಗಿ 12 ದಿನಗಳ ಹೈನುಗಾರಿಕೆ ಮತ್ತು ಎರೆಹುಳು ಗೊಬ್ಬರ ತಯಾರಿಕೆ ತರಬೇತಿ ಹಮ್ಮಿಕೊಳ್ಳಲಾಗಿದ್ದು, ತರಬೇತಿಯು ವಸತಿಯುಕ್ತವಾಗಿರುತ್ತದೆ. ಉದ್ಯಮಶಿಲತೆಯ ದಕ್ಷ ಗುಣಗಳು, ಹೊಸ ಉದ್ಯಮದ ಸ್ಥಾಪನೆ ಬಗ್ಗೆ ಮಾಹಿತಿ, ಮಾರುಕಟ್ಟೆ ಸಮೀಕ್ಷೆ, ಮಾರಾಟದ ವಿಧಾನಗಳ ಬಗ್ಗೆ ತರಬೇತಿಯಲ್ಲಿ ತಿಳಿಸಲಾಗುವುದು. ತರಬೇತಿಯಲ್ಲಿ ಭಾಗವಹಿಸುವ ಆಸಕ್ತರು ಹೆಚ್ಚಿನ ಮಾಹಿತಿಗಾಗಿ ದೂರವಾಣಿ ಸಂಖ್ಯೆ: 9970145354 ಹಾಗೂ 9483485489 ಗೆ ಸಂಪರ್ಕಿಸಬಹುದು ಅಥವಾ www.rsetihaliyal.org ಗೆ ಭೇಟಿ ನೀಡಬಹುದು ಎಂದು ಪ್ರಕಟಣೆ ತಿಳಿಸಿದೆ. (371, 924, 754, 1053)
dhruva-sarja-headline: ಹೃದಯ ಶ್ರೀಮಂತಿಕೆ ಮೆರೆದ ಧ್ರುವ ಸರ್ಜಾ; ಆಟೋ ಚಾಲಕರಿಗೆ 25 ಲಕ್ಷ ರೂ. ನೆರವು – ಸರ್ಕಾರಕ್ಕೆ ಆಕ್ಷನ್ ಪ್ರಿನ್ಸ್ ಹೇಳಿದ್ದೇನು? (768, 854, 934, 904)
cm-body-columns (6, 884, 357, 1202)
